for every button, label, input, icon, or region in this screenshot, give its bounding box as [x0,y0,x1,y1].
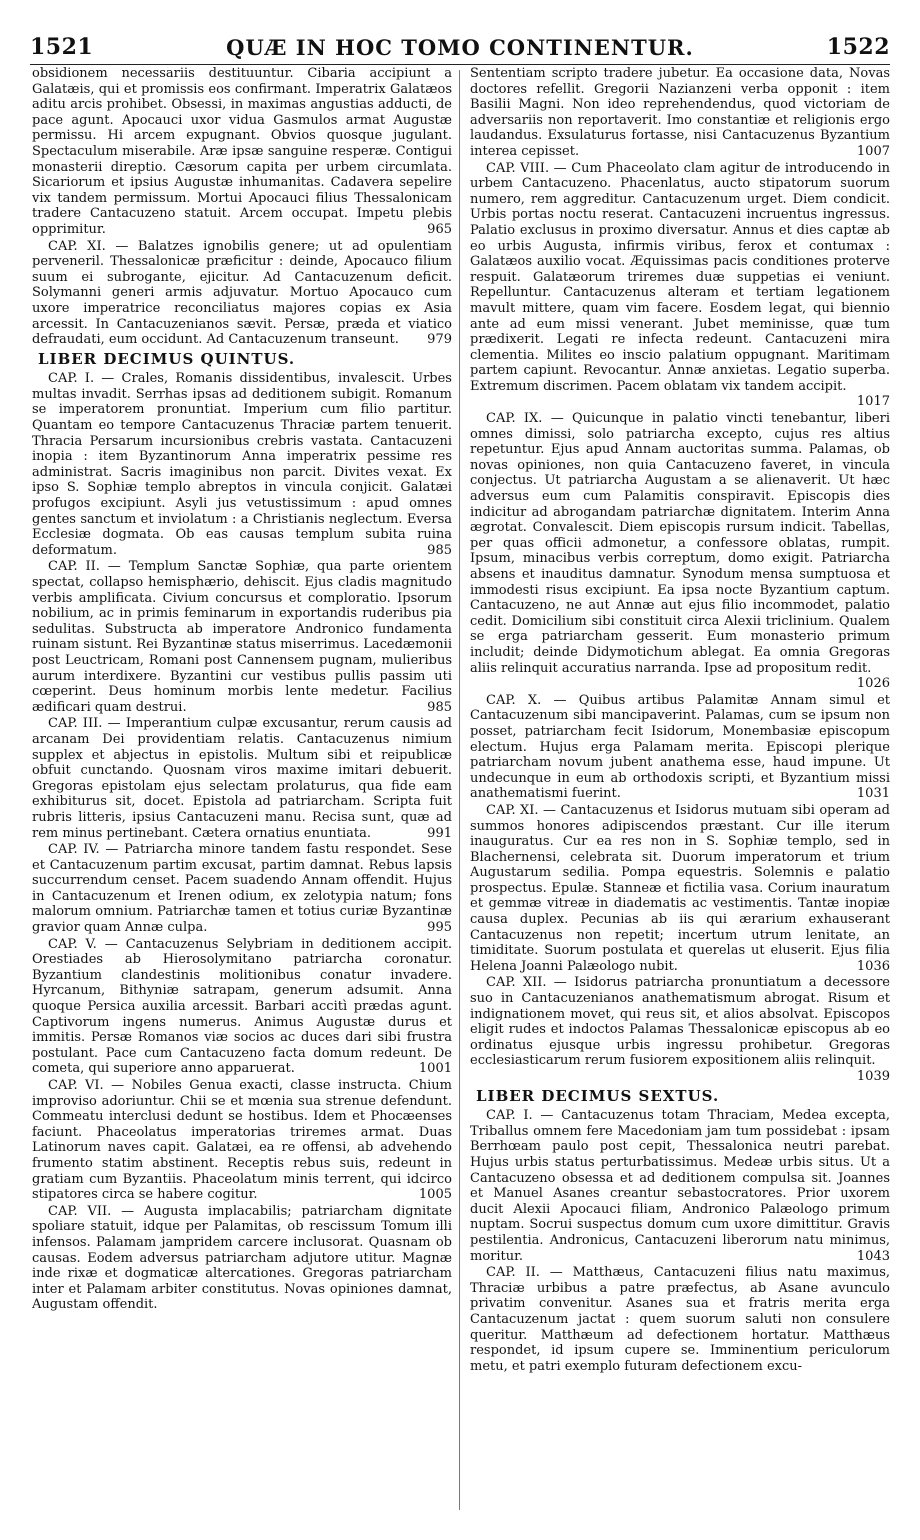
chapter-entry [470,1265,890,1374]
chapter-label: CAP. I. — [486,1108,554,1124]
entry-page-ref: 1005 [418,1187,452,1203]
entry-text: Balatzes ignobilis genere; ut ad opulentiam perveneril. Thessalonicæ præficitur : deinde, Apocauco filium suum ei subrogante, ejicitur. Ad Cantacuzenum deficit. Solymanni generi armis adjuvatur. Mortuo Apocauco cum uxore imperatrice reconciliatus majores copias ex Asia arcessit. In Cantacuzenianos sævit. Persæ, præda et viatico defraudati, eum occidunt. Ad Cantacuzenum transeunt. [32,238,452,348]
entry-page-ref: 991 [427,825,452,841]
entry-page-ref: 985 [427,699,452,715]
chapter-label: CAP. I. — [48,371,115,387]
chapter-entry [32,716,452,841]
chapter-entry [470,975,890,1084]
entry-text: Matthæus, Cantacuzeni filius natu maximus, Thraciæ urbibus a patre præfectus, ab Asane avunculo privatim convenitur. Asanes sua et fratris merita erga Cantacuzenum jactat : quem suorum saluti non consulere queritur. Matthæum ad defectionem hortatur. Matthæus respondet, id ipsum cupere se. Imminentium periculorum metu, et patri exemplo futuram defectionem excu- [470,1265,890,1374]
entry-text: Cum Phaceolato clam agitur de introducendo in urbem Cantacuzeno. Phacenlatus, aucto stipatorum suorum numero, rem aggreditur. Cantacuzenum urget. Diem condicit. Urbis portas noctu reserat. Cantacuzeni incruentus ingressus. Palatio exclusus in proximo diversatur. Annus et dies captæ ab eo urbis Augusta, infirmis viribus, ferox et contumax : Galatæos auxilio vocat. Æquissimas pacis conditiones proterve respuit. Galatæorum triremes duæ suppetias ei veniunt. Repelluntur. Cantacuzenus alteram et tertiam legationem mavult mittere, quam vim facere. Eosdem legat, qui biennio ante ad eum missi venerant. Jubet meminisse, quæ tum prædixerit. Legati re infecta redeunt. Cantacuzeni mira clementia. Milites eo inscio palatium oppugnant. Maritimam partem capiunt. Revocantur. Annæ anxietas. Legatio superba. Extremum discrimen. Pacem oblatam vix tandem accipit. [470,160,890,394]
entry-page-ref: 1043 [856,1248,890,1264]
entry-page-ref: 995 [427,920,452,936]
chapter-entry [470,1108,890,1264]
entry-text: Cantacuzenus Selybriam in deditionem accipit. Orestiades ab Hierosolymitano patriarcha coronatur. Byzantium clandestinis molitionibus conatur invadere. Hyrcanum, Bithyniæ satrapam, generum adsumit. Anna quoque Persica auxilia arcessit. Barbari accitì prædas agunt. Captivorum ingens numerus. Animus Augustæ durus et immitis. Persæ Romanos viæ socios ac duces dari sibi frustra postulant. Pace cum Cantacuzeno facta domum redeunt. De cometa, qui superiore anno apparuerat. [32,936,452,1077]
entry-page-ref: 965 [427,221,452,237]
entry-page-ref: 1007 [856,143,890,159]
entry-page-ref: 1031 [856,786,890,802]
chapter-entry [470,803,890,975]
entry-text: Cantacuzenus et Isidorus mutuam sibi operam ad summos honores adipiscendos præstant. Cur ille iterum inauguratus. Cur ea res non in S. Sophiæ templo, sed in Blachernensi, celebrata sit. Duorum imperatorum et trium Augustarum sedilia. Pompa equestris. Solemnis e palatio prospectus. Epulæ. Stanneæ et fictilia vasa. Corium inauratum et gemmæ vitreæ in diadematis ac vestimentis. Tantæ inopiæ causa duplex. Pecunias ab iis qui ærarium exhauserant Cantacuzenus non repetit; incertum utrum lenitate, an timiditate. Suorum postulata et querelas ut eluserit. Ejus filia Helena Joanni Palæologo nubit. [470,802,890,974]
entry-text: Quicunque in palatio vincti tenebantur, liberi omnes dimissi, solo patriarcha excepto, cujus res altius repetuntur. Ejus apud Annam auctoritas summa. Palamas, ob novas opiniones, non quia Cantacuzeno faveret, in vincula conjectus. Ut patriarcha Augustam a se alienaverit. Ut hæc adversus eum cum Palamitis conspiravit. Episcopis dies indicitur ad abrogandam patriarchæ dignitatem. Interim Anna ægrotat. Convalescit. Diem episcopis rursum indicit. Tabellas, per quas officii admonetur, a confessore oblatas, rumpit. Ipsum, minacibus verbis correptum, domo exigit. Patriarcha absens et inauditus damnatur. Synodum mensa sumptuosa et immodesti risus excipiunt. Ea ipsa nocte Byzantium captum. Cantacuzeno, ne aut Annæ aut ejus filio incommodet, palatio cedit. Domicilium sibi constituit circa Alexii triclinium. Qualem se erga patriarcham gesserit. Eum monasterio primum includit; deinde Didymotichum ablegat. Ea omnia Gregoras aliis relinquit accuratius narranda. Ipse ad propositum redit. [470,411,890,676]
entry-page-ref: 985 [427,542,452,558]
entry-page-ref: 1001 [418,1061,452,1077]
chapter-label: CAP. VIII. — [486,160,567,176]
chapter-entry [32,1078,452,1203]
chapter-entry [32,371,452,558]
entry-page-ref: 1026 [856,676,890,692]
book-heading: LIBER DECIMUS SEXTUS. [476,1086,720,1105]
chapter-label: CAP. XII. — [486,975,567,991]
chapter-entry [470,161,890,411]
running-title: QUÆ IN HOC TOMO CONTINENTUR. [226,35,694,60]
entry-page-ref: 979 [427,332,452,348]
chapter-entry [470,693,890,802]
chapter-entry [32,842,452,936]
entry-text: Augusta implacabilis; patriarcham dignitate spoliare statuit, idque per Palamitas, ob rescissum Tomum illi infensos. Palamam jampridem carcere inclusorat. Quasnam ob causas. Eodem adversus patriarcham adjutore utitur. Magnæ inde rixæ et dogmaticæ altercationes. Gregoras patriarcham inter et Palamam arbiter constitutus. Novas opiniones damnat, Augustam offendit. [32,1203,452,1313]
chapter-label: CAP. X. — [486,692,567,708]
chapter-label: CAP. IV. — [48,842,119,858]
entry-text: Quibus artibus Palamitæ Annam simul et Cantacuzenum sibi mancipaverint. Palamas, cum se ipsum non posset, patriarcham fecit Isidorum, Monembasiæ episcopum electum. Hujus erga Palamam merita. Episcopi plerique patriarcham novum jubent anathema esse, haud impune. Ut undecunque in eum ab orthodoxis scripti, et Byzantium missi anathematismi fuerint. [470,692,890,802]
entry-text: Templum Sanctæ Sophiæ, qua parte orientem spectat, collapso hemisphærio, dehiscit. Ejus cladis magnitudo verbis amplificata. Civium concursus et comploratio. Ipsorum nobilium, ac in primis feminarum in exportandis ruderibus pia sedulitas. Substructa ab imperatore Andronico fundamenta ruinam sistunt. Rei Byzantinæ status miserrimus. Lacedæmonii post Leuctricam, Romani post Cannensem pugnam, mulieribus aurum interdixere. Byzantini cur vestibus pullis passim uti cœperint. Deus hominum morbis lente medetur. Facilius ædificari quam destrui. [32,559,452,715]
chapter-entry [32,239,452,348]
entry-text: Imperantium culpæ excusantur, rerum causis ad arcanam Dei providentiam relatis. Cantacuzenus nimium supplex et abjectus in epistolis. Multum sibi et reipublicæ obfuit cunctando. Quosnam viros maxime imitari debuerit. Gregoras epistolam ejus selectam prolaturus, qua fide eam exhibiturus sit, docet. Epistola ad patriarcham. Scripta fuit rubris litteris, ipsius Cantacuzeni manu. Recisa sunt, quæ ad rem minus pertinebant. Cætera ornatius enuntiata. [32,716,452,841]
entry-text: Isidorus patriarcha pronuntiatum a decessore suo in Cantacuzenianos anathematismum abrogat. Risum et indignationem movet, qui reus sit, et alios absolvat. Episcopos eligit rudes et indoctos Palamas Thessalonicæ episcopus ab eo ordinatus ejusque urbis ingressu prohibetur. Gregoras ecclesiasticarum rerum fusiorem expositionem aliis relinquit. [470,975,890,1069]
continued-entry [470,66,890,160]
chapter-label: CAP. VII. — [48,1203,135,1219]
entry-text: Cantacuzenus totam Thraciam, Medea excepta, Triballus omnem fere Macedoniam jam tum possidebat : ipsam Berrhœam paulo post cepit, Thessalonica neutri parebat. Hujus urbis status perturbatissimus. Medeæ urbis situs. Ut a Cantacuzeno obsessa et ad deditionem compulsa sit. Joannes et Manuel Asanes creantur sebastocratores. Prior uxorem ducit Alexii Apocauci filiam, Andronico Palæologo primum nuptam. Socrui suspectus domum cum uxore dimittitur. Gravis pestilentia. Andronicus, Cantacuzeni liberorum natu minimus, moritur. [470,1108,890,1264]
page-header [30,30,890,65]
chapter-entry [32,1204,452,1313]
column-divider [459,70,460,1510]
chapter-label: CAP. VI. — [48,1078,125,1093]
chapter-entry [32,937,452,1077]
chapter-label: CAP. XI. — [48,238,129,254]
page-number-right: 1522 [826,34,890,60]
right-column [470,66,890,1518]
entry-page-ref: 1039 [856,1069,890,1084]
entry-page-ref: 1036 [856,958,890,974]
book-heading: LIBER DECIMUS QUINTUS. [38,349,296,368]
page-number-left: 1521 [30,34,94,60]
entry-page-ref: 1017 [856,394,890,410]
left-column [32,66,452,1518]
chapter-label: CAP. II. — [486,1265,563,1281]
chapter-label: CAP. V. — [48,936,118,952]
entry-text: Patriarcha minore tandem fastu respondet. Sese et Cantacuzenum partim excusat, partim damnat. Rebus lapsis succurrendum censet. Pacem suadendo Annam offendit. Hujus in Cantacuzenum et Irenen odium, ex zelotypia natum; fons malorum omnium. Patriarchæ tamen et totius curiæ Byzantinæ gravior quam Annæ culpa. [32,842,452,936]
continued-entry [32,66,452,238]
entry-text: Sententiam scripto tradere jubetur. Ea occasione data, Novas doctores refellit. Gregorii Nazianzeni verba opponit : item Basilii Magni. Non ideo reprehendendus, quod victoriam de adversariis non reportaverit. Imo constantiæ et religionis ergo laudandus. Exsulaturus fortasse, nisi Cantacuzenus Byzantium interea cepisset. [470,66,890,159]
entry-text: obsidionem necessariis destituuntur. Cibaria accipiunt a Galatæis, qui et promissis eos confirmant. Imperatrix Galatæos aditu arcis prohibet. Obsessi, in maximas angustias adducti, de pace agunt. Apocauci uxor vidua Gasmulos armat Augustæ permissu. Hi arcem expugnant. Obvios quosque jugulant. Spectaculum miserabile. Aræ ipsæ sanguine resperæ. Contigui monasterii direptio. Cæsorum capita per urbem circumlata. Sicariorum et ipsius Augustæ inhumanitas. Cadavera sepelire vix tandem permissum. Mortui Apocauci filius Thessalonicam tradere Cantacuzeno statuit. Arcem occupat. Impetu plebis opprimitur. [32,66,452,237]
chapter-label: CAP. III. — [48,716,121,732]
chapter-label: CAP. IX. — [486,411,564,427]
entry-text: Nobiles Genua exacti, classe instructa. Chium improviso adoriuntur. Chii se et mœnia sua strenue defendunt. Commeatu interclusi dedunt se hostibus. Idem et Phocæenses faciunt. Phaceolatus imperatorias triremes armat. Duas Latinorum naves capit. Galatæi, ea re offensi, ab advehendo frumento statim abstinent. Receptis rebus suis, redeunt in gratiam cum Byzantiis. Phaceolatum minis terrent, qui idcirco stipatores circa se habere cogitur. [32,1078,452,1203]
chapter-entry [32,559,452,715]
chapter-label: CAP. II. — [48,559,121,575]
entry-text: Crales, Romanis dissidentibus, invalescit. Urbes multas invadit. Serrhas ipsas ad deditionem subigit. Romanum se imperatorem pronuntiat. Imperium cum filio partitur. Quantam eo tempore Cantacuzenus Thraciæ partem tenuerit. Thracia Persarum incursionibus crebris vastata. Cantacuzeni inopia : item Byzantinorum Anna imperatrix pessime res administrat. Sacris imaginibus non parcit. Divites vexat. Ex ipso S. Sophiæ templo abreptos in vincula conjicit. Galatæi profugos excipiunt. Asyli jus vetustissimum : apud omnes gentes sanctum et inviolatum : a Christianis neglectum. Eversa Ecclesiæ dogmata. Ob eas causas templum subita ruina deformatum. [32,371,452,558]
chapter-entry [470,411,890,692]
chapter-label: CAP. XI. — [486,802,556,818]
